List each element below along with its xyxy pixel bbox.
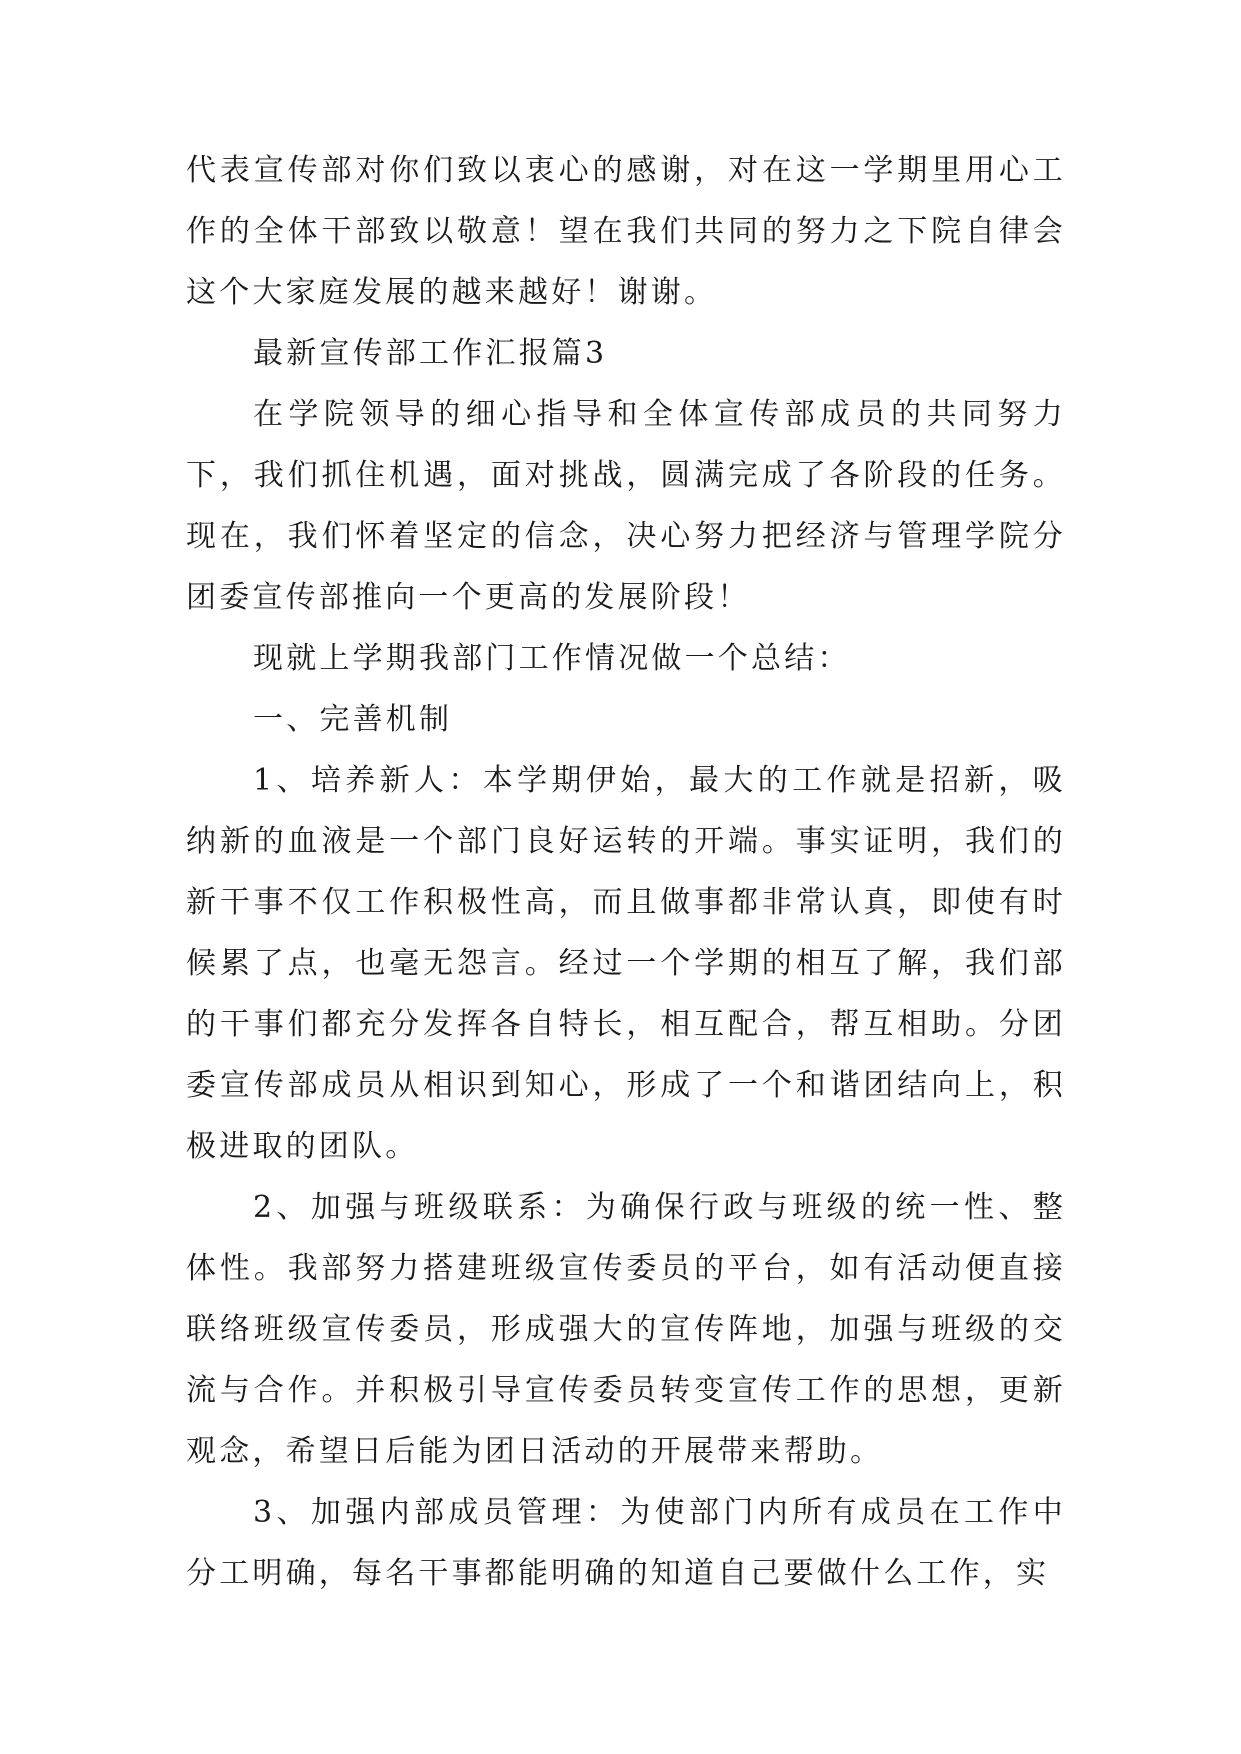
section-heading: 最新宣传部工作汇报篇3 [253,336,608,371]
paragraph-intro: 在学院领导的细心指导和全体宣传部成员的共同努力下，我们抓住机遇，面对挑战，圆满完成了各阶段的任务。现在，我们怀着坚定的信念，决心努力把经济与管理学院分团委宣传部推向一个更高的发展阶段！ [186,397,1066,615]
paragraph-item-1: 1、培养新人：本学期伊始，最大的工作就是招新，吸纳新的血液是一个部门良好运转的开端。事实证明，我们的新干事不仅工作积极性高，而且做事都非常认真，即使有时候累了点，也毫无怨言。经过一个学期的相互了解，我们部的干事们都充分发挥各自特长，相互配合，帮互相助。分团委宣传部成员从相识到知心，形成了一个和谐团结向上，积极进取的团队。 [186,763,1066,1164]
paragraph-closing-thanks: 代表宣传部对你们致以衷心的感谢，对在这一学期里用心工作的全体干部致以敬意！望在我们共同的努力之下院自律会这个大家庭发展的越来越好！谢谢。 [186,153,1066,310]
subheading-improve-mechanism: 一、完善机制 [253,702,453,737]
body-text [186,140,1066,1604]
paragraph-summary-lead: 现就上学期我部门工作情况做一个总结： [253,641,851,676]
paragraph-item-2: 2、加强与班级联系：为确保行政与班级的统一性、整体性。我部努力搭建班级宣传委员的平台，如有活动便直接联络班级宣传委员，形成强大的宣传阵地，加强与班级的交流与合作。并积极引导宣传委员转变宣传工作的思想，更新观念，希望日后能为团日活动的开展带来帮助。 [186,1190,1066,1469]
paragraph-item-3: 3、加强内部成员管理：为使部门内所有成员在工作中分工明确，每名干事都能明确的知道自己要做什么工作，实 [186,1495,1066,1591]
